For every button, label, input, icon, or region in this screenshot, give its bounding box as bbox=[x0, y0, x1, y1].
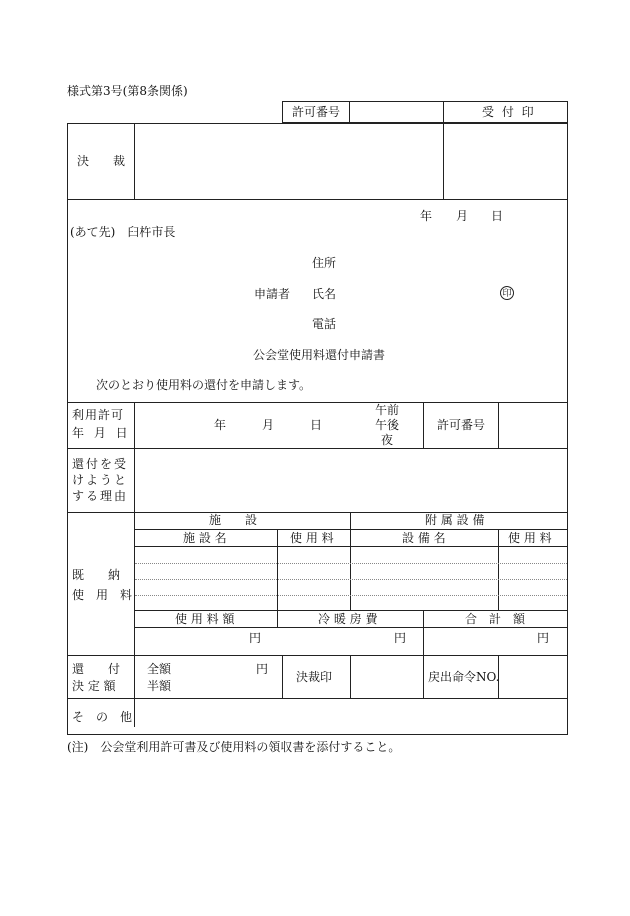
permit-date-label-1: 利用許可 bbox=[72, 408, 125, 422]
permit-month: 月 bbox=[262, 418, 275, 432]
other-label: そ の 他 bbox=[72, 710, 133, 724]
refund-reason-label-3: する理由 bbox=[72, 489, 129, 503]
address-field[interactable] bbox=[345, 252, 545, 272]
usage-fee-amount-field[interactable] bbox=[135, 628, 245, 654]
permit-no-field[interactable] bbox=[499, 403, 567, 447]
facility-fee-entries[interactable] bbox=[278, 547, 349, 609]
refund-reason-field[interactable] bbox=[135, 449, 567, 511]
equipment-fee-entries[interactable] bbox=[499, 547, 567, 609]
addressee: (あて先) 臼杵市長 bbox=[70, 225, 176, 239]
return-order-label: 戻出命令NO. bbox=[428, 670, 500, 684]
refund-reason-label-1: 還付を受 bbox=[72, 457, 129, 471]
document-title: 公会堂使用料還付申請書 bbox=[253, 348, 386, 362]
refund-amount-field[interactable] bbox=[172, 659, 252, 693]
equipment-fee-col: 使 用 料 bbox=[508, 531, 552, 545]
equipment-group-header: 附 属 設 備 bbox=[425, 513, 485, 527]
address-label: 住所 bbox=[312, 256, 337, 270]
approval-stamp-label: 決裁印 bbox=[296, 670, 333, 684]
permit-year: 年 bbox=[214, 418, 227, 432]
header-permit-no-label: 許可番号 bbox=[292, 105, 341, 119]
phone-label: 電話 bbox=[312, 317, 337, 331]
date-day: 日 bbox=[491, 209, 504, 223]
reception-stamp-area[interactable] bbox=[444, 124, 567, 198]
phone-field[interactable] bbox=[345, 313, 545, 333]
facility-fee-col: 使 用 料 bbox=[290, 531, 334, 545]
permit-date-label-2: 年 月 日 bbox=[72, 426, 131, 440]
date-year: 年 bbox=[420, 209, 433, 223]
sum-yen: 円 bbox=[537, 631, 550, 645]
return-order-field[interactable] bbox=[499, 656, 567, 697]
intro-text: 次のとおり使用料の還付を申請します。 bbox=[96, 378, 312, 392]
approval-label: 決 裁 bbox=[77, 154, 126, 168]
paid-fees-label-2: 使 用 料 bbox=[72, 588, 133, 602]
full-amount-label: 全額 bbox=[147, 662, 172, 676]
name-field[interactable] bbox=[345, 283, 495, 303]
paid-fees-label-1: 既 納 bbox=[72, 568, 121, 582]
name-label: 氏名 bbox=[312, 287, 337, 301]
refund-reason-label-2: けようと bbox=[72, 473, 129, 487]
approval-stamp-field[interactable] bbox=[351, 656, 422, 697]
usage-fee-yen: 円 bbox=[249, 631, 262, 645]
aircon-fee-amount-field[interactable] bbox=[278, 628, 390, 654]
seal-icon: 印 bbox=[500, 286, 514, 300]
aircon-fee-yen: 円 bbox=[394, 631, 407, 645]
equipment-name-col: 設 備 名 bbox=[402, 531, 446, 545]
facility-name-entries[interactable] bbox=[135, 547, 276, 609]
form-number: 様式第3号(第8条関係) bbox=[67, 84, 188, 98]
usage-fee-total-label: 使 用 料 額 bbox=[175, 612, 235, 626]
applicant-role-label: 申請者 bbox=[254, 287, 291, 301]
approval-area[interactable] bbox=[135, 124, 442, 198]
half-amount-label: 半額 bbox=[147, 679, 172, 693]
sum-label: 合 計 額 bbox=[465, 612, 526, 626]
time-night: 夜 bbox=[381, 433, 394, 447]
facility-name-col: 施 設 名 bbox=[183, 531, 227, 545]
refund-decision-label-1: 還 付 bbox=[72, 662, 121, 676]
time-pm: 午後 bbox=[375, 418, 400, 432]
footer-note: (注) 公会堂利用許可書及び使用料の領収書を添付すること。 bbox=[67, 740, 401, 754]
sum-amount-field[interactable] bbox=[424, 628, 534, 654]
aircon-fee-label: 冷 暖 房 費 bbox=[318, 612, 378, 626]
time-am: 午前 bbox=[375, 403, 400, 417]
facility-group-header: 施 設 bbox=[209, 513, 258, 527]
equipment-name-entries[interactable] bbox=[351, 547, 497, 609]
refund-decision-label-2: 決 定 額 bbox=[72, 679, 116, 693]
header-permit-no-field[interactable] bbox=[350, 102, 442, 122]
reception-stamp-label: 受 付 印 bbox=[482, 105, 536, 119]
permit-no-label: 許可番号 bbox=[437, 418, 486, 432]
date-month: 月 bbox=[456, 209, 469, 223]
permit-day: 日 bbox=[310, 418, 323, 432]
refund-yen: 円 bbox=[256, 662, 269, 676]
other-field[interactable] bbox=[135, 699, 567, 734]
